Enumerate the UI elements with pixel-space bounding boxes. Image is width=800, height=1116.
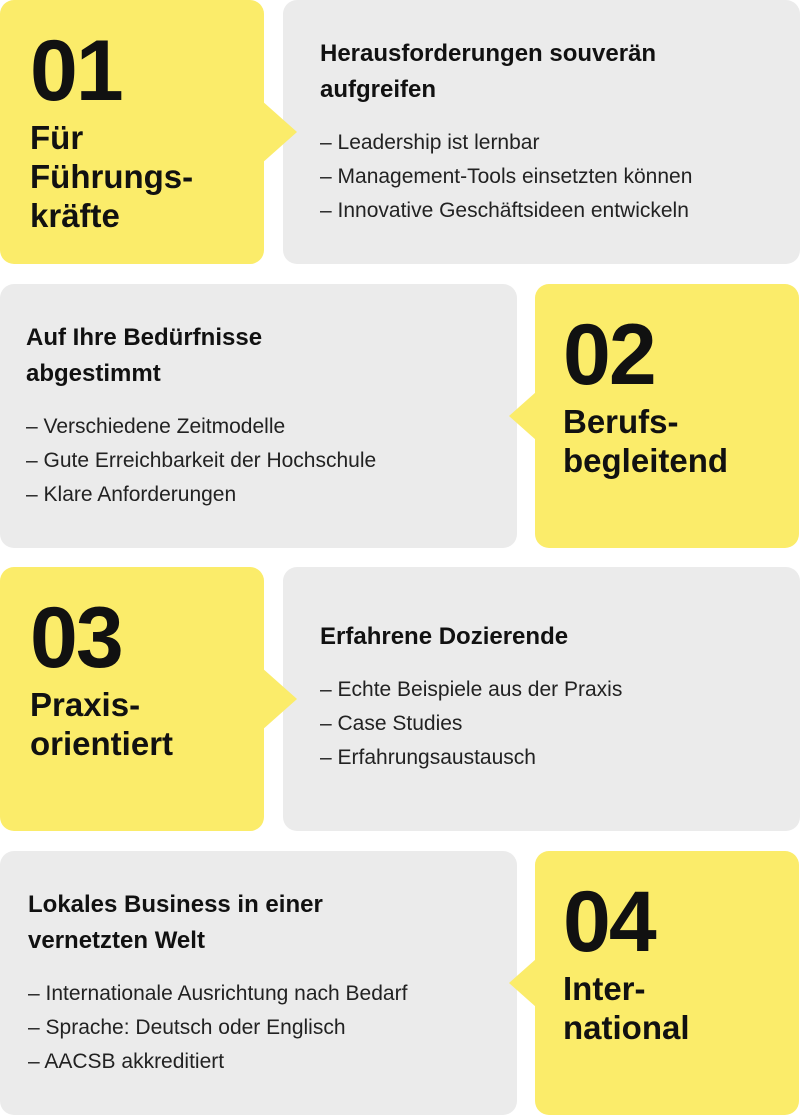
feature-detail-card	[283, 0, 800, 264]
feature-number-card	[535, 851, 799, 1115]
feature-heading: Erfahrene Dozierende	[320, 623, 569, 650]
list-item: – Innovative Geschäftsideen entwickeln	[320, 194, 780, 228]
feature-heading: Herausforderungen souverän aufgreifen	[320, 40, 657, 103]
list-item: – Gute Erreichbarkeit der Hochschule	[26, 444, 497, 478]
feature-label: Inter- national	[563, 970, 690, 1046]
list-item: – Echte Beispiele aus der Praxis	[320, 673, 780, 707]
feature-detail-card	[0, 284, 517, 548]
list-item: – Klare Anforderungen	[26, 478, 497, 512]
feature-heading: Lokales Business in einer vernetzten Welt	[28, 891, 323, 954]
feature-bullet-list	[28, 977, 497, 1079]
list-item: – Sprache: Deutsch oder Englisch	[28, 1011, 497, 1045]
speech-pointer-icon	[505, 951, 545, 1015]
feature-row-3	[0, 567, 800, 831]
feature-detail-card	[283, 567, 800, 831]
list-item: – Internationale Ausrichtung nach Bedarf	[28, 977, 497, 1011]
feature-number: 01	[30, 23, 122, 119]
feature-number-card	[0, 567, 264, 831]
list-item: – AACSB akkreditiert	[28, 1045, 497, 1079]
feature-bullet-list	[26, 410, 497, 512]
feature-number: 04	[563, 874, 655, 970]
feature-number: 02	[563, 307, 655, 403]
feature-label: Berufs- begleitend	[563, 403, 729, 479]
speech-pointer-icon	[261, 100, 301, 164]
speech-pointer-icon	[505, 384, 545, 448]
list-item: – Case Studies	[320, 707, 780, 741]
feature-label: Für Führungs- kräfte	[30, 119, 194, 234]
list-item: – Verschiedene Zeitmodelle	[26, 410, 497, 444]
speech-pointer-icon	[261, 667, 301, 731]
feature-row-2	[0, 284, 800, 548]
feature-number-card	[535, 284, 799, 548]
list-item: – Management-Tools einsetzten können	[320, 160, 780, 194]
list-item: – Erfahrungsaustausch	[320, 741, 780, 775]
feature-row-4	[0, 851, 800, 1115]
feature-bullet-list	[320, 126, 780, 228]
feature-label: Praxis- orientiert	[30, 686, 174, 762]
feature-number: 03	[30, 590, 122, 686]
feature-heading: Auf Ihre Bedürfnisse abgestimmt	[26, 324, 263, 387]
feature-bullet-list	[320, 673, 780, 775]
list-item: – Leadership ist lernbar	[320, 126, 780, 160]
feature-row-1	[0, 0, 800, 264]
feature-number-card	[0, 0, 264, 264]
feature-detail-card	[0, 851, 517, 1115]
